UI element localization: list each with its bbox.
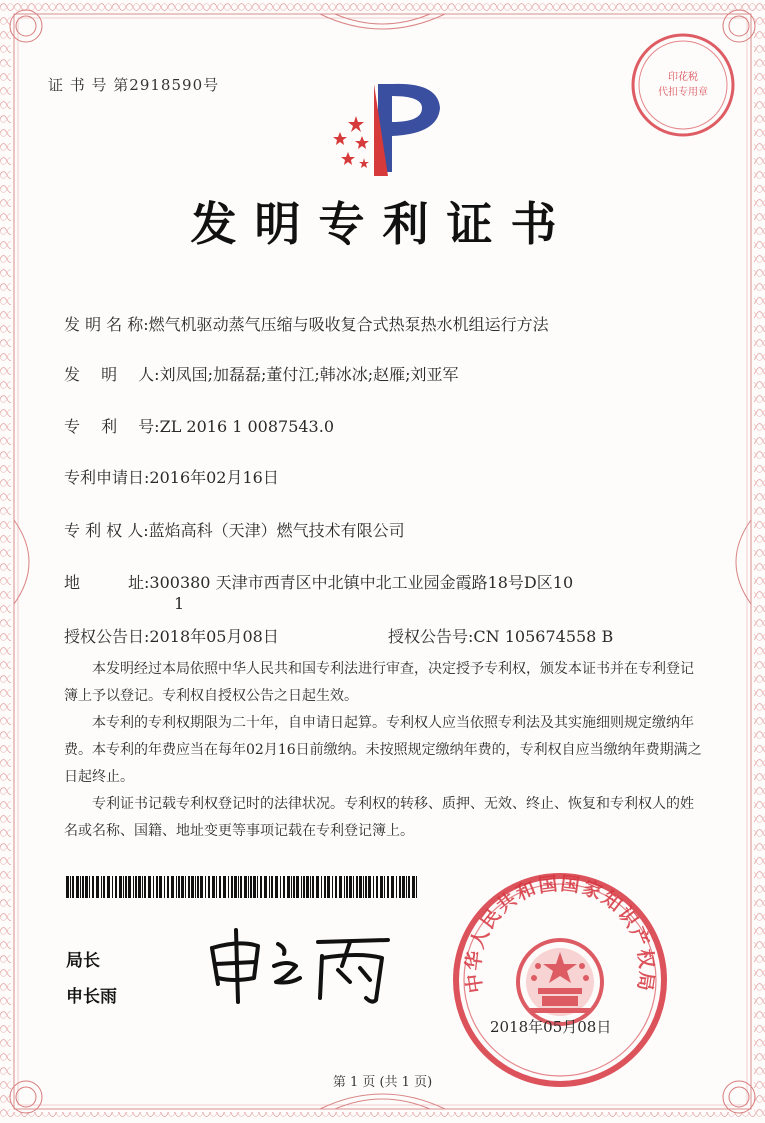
grant-number-value: CN 105674558 B (473, 627, 614, 646)
patentee-label: 专 利 权 人: (64, 521, 149, 540)
barcode (66, 876, 422, 898)
inventors-value: 刘凤国;加磊磊;董付江;韩冰冰;赵雁;刘亚军 (159, 365, 459, 384)
field-inventors (64, 362, 459, 385)
body-paragraph-1: 本发明经过本局依照中华人民共和国专利法进行审查，决定授予专利权，颁发本证书并在专利登记簿上予以登记。专利权自授权公告之日起生效。 (64, 661, 694, 704)
field-invention-name (64, 312, 549, 335)
address-value-line2: 1 (174, 594, 185, 613)
certificate-number: 证 书 号 第2918590号 (48, 76, 220, 94)
official-seal (450, 870, 670, 1090)
page-footer: 第 1 页 (共 1 页) (332, 1075, 433, 1090)
filing-date-label: 专利申请日: (64, 468, 150, 487)
certificate-body (64, 656, 704, 845)
field-patentee (64, 518, 405, 541)
certificate-title: 发明专利证书 (190, 197, 575, 251)
field-patent-number (64, 414, 334, 437)
invention-name-value: 燃气机驱动蒸气压缩与吸收复合式热泵热水机组运行方法 (148, 315, 549, 334)
seal-text: 中华人民共和国国家知识产权局 (462, 872, 658, 995)
grant-number-label: 授权公告号: (388, 627, 474, 646)
grant-date-label: 授权公告日: (64, 627, 150, 646)
grant-date-value: 2018年05月08日 (149, 627, 279, 646)
field-grant-number (388, 624, 613, 647)
seal-date: 2018年05月08日 (490, 1018, 612, 1036)
patent-office-logo (318, 76, 448, 178)
body-paragraph-2: 本专利的专利权期限为二十年，自申请日起算。专利权人应当依照专利法及其实施细则规定缴纳年费。本专利的年费应当在每年02月16日前缴纳。未按照规定缴纳年费的，专利权自应当缴纳年费期满之日起终止。 (64, 715, 702, 785)
invention-name-label: 发 明 名 称: (64, 315, 149, 334)
address-label: 地 址: (64, 573, 150, 592)
address-value-line1: 300380 天津市西青区中北镇中北工业园金霞路18号D区10 (149, 573, 574, 592)
tax-stamp-seal (628, 30, 738, 140)
patent-number-label: 专 利 号: (64, 417, 160, 436)
director-title: 局长 (66, 951, 100, 971)
field-grant-date (64, 624, 279, 647)
director-name: 申长雨 (66, 987, 117, 1007)
field-filing-date (64, 465, 279, 488)
handwritten-signature (200, 926, 400, 1006)
field-address (64, 570, 573, 593)
svg-text:代扣专用章: 代扣专用章 (658, 87, 708, 98)
patentee-value: 蓝焰高科（天津）燃气技术有限公司 (148, 521, 405, 540)
filing-date-value: 2016年02月16日 (149, 468, 279, 487)
body-paragraph-3: 专利证书记载专利权登记时的法律状况。专利权的转移、质押、无效、终止、恢复和专利权人的姓名或名称、国籍、地址变更等事项记载在专利登记簿上。 (64, 796, 694, 839)
svg-text:印花税: 印花税 (668, 72, 698, 83)
patent-number-value: ZL 2016 1 0087543.0 (159, 417, 334, 436)
inventors-label: 发 明 人: (64, 365, 160, 384)
